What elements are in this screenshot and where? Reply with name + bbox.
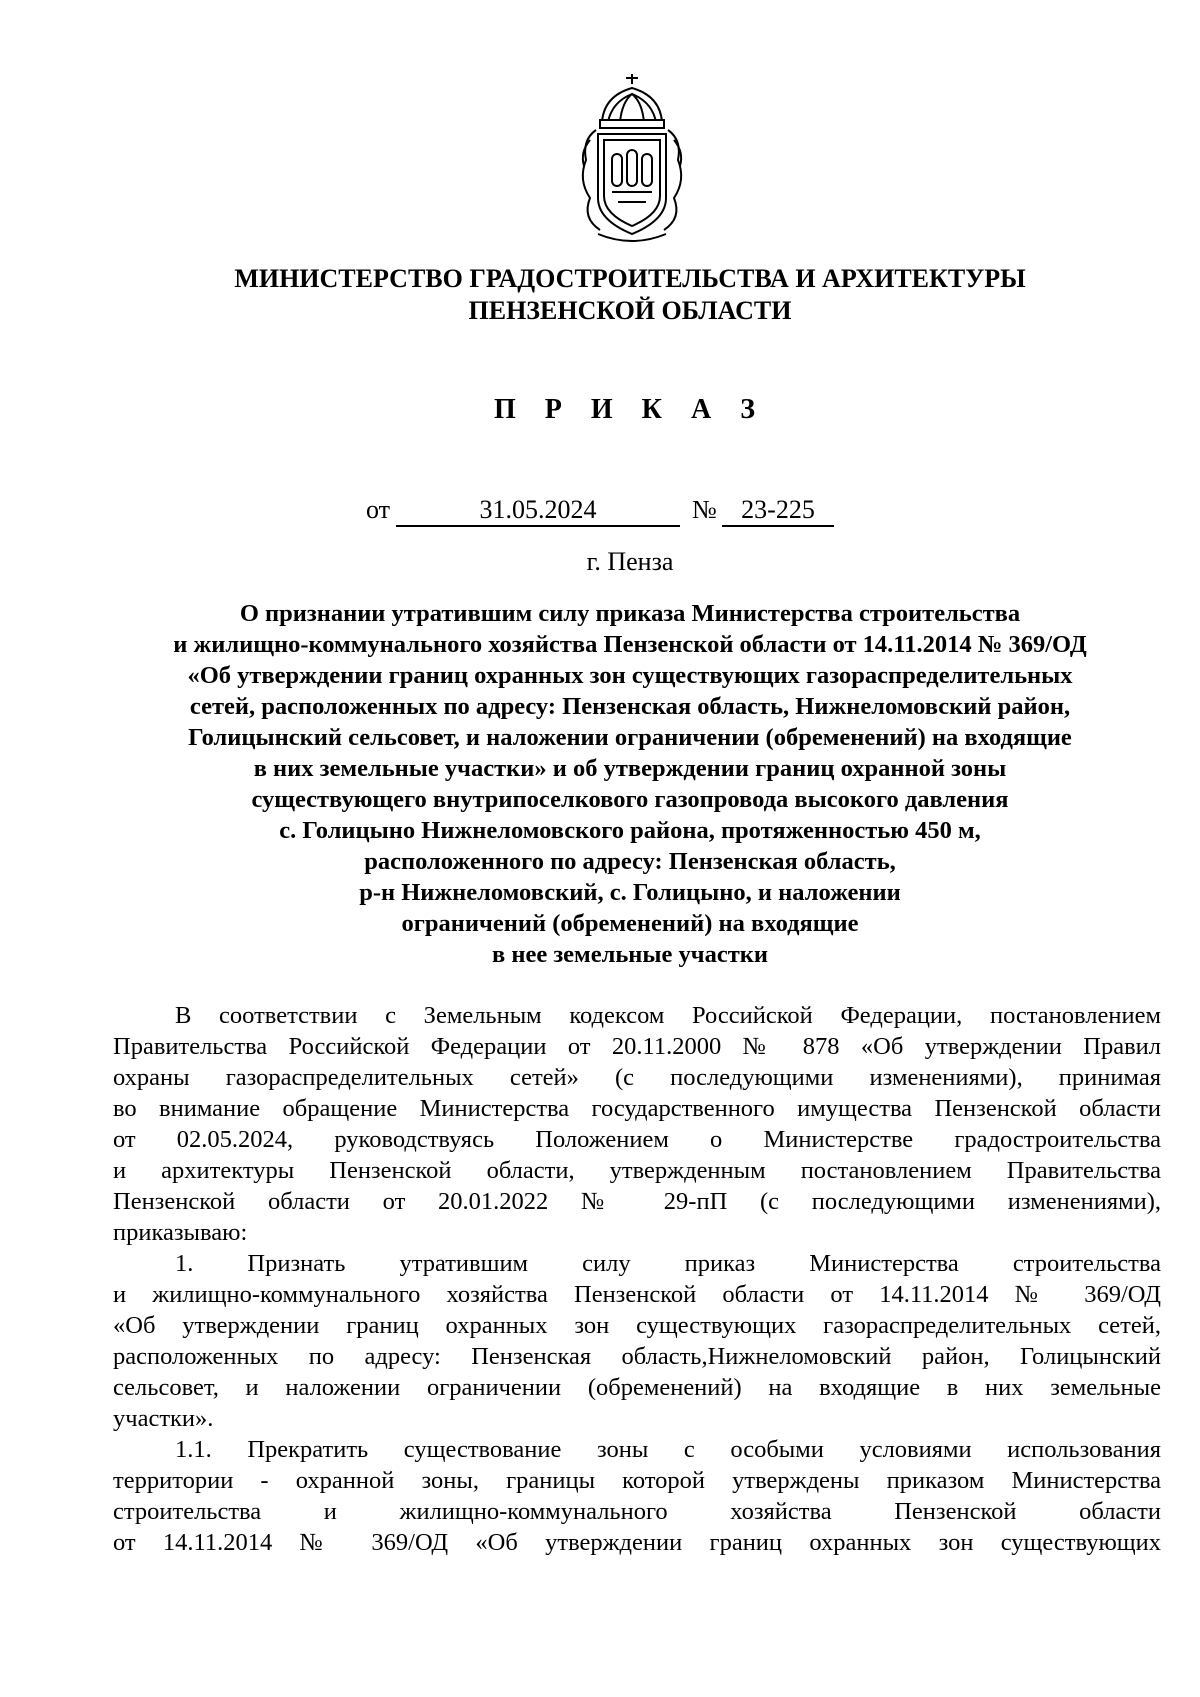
body-line: 1.1. Прекратить существование зоны с особыми условиями использования <box>175 1436 1161 1463</box>
body-line: от 14.11.2014 № 369/ОД «Об утверждении границ охранных зон существующих <box>113 1529 1161 1556</box>
title-line: существующего внутрипоселкового газопровода высокого давления <box>251 786 1009 813</box>
title-line: ограничений (обременений) на входящие <box>401 910 859 937</box>
body-line: Пензенской области от 20.01.2022 № 29-пП (с последующими изменениями), <box>113 1188 1161 1215</box>
body-line: и архитектуры Пензенской области, утвержденным постановлением Правительства <box>113 1157 1161 1184</box>
body-line: строительства и жилищно-коммунального хозяйства Пензенской области <box>113 1498 1161 1525</box>
body-line: расположенных по адресу: Пензенская область,Нижнеломовский район, Голицынский <box>113 1343 1161 1370</box>
document-city: г. Пенза <box>586 547 674 576</box>
title-line: «Об утверждении границ охранных зон существующих газораспределительных <box>187 662 1073 689</box>
title-line: с. Голицыно Нижнеломовского района, протяженностью 450 м, <box>279 817 981 844</box>
body-line: 1. Признать утратившим силу приказ Министерства строительства <box>175 1250 1161 1277</box>
order-body <box>113 1000 1161 1558</box>
date-label: от <box>366 495 391 524</box>
body-line: сельсовет, и наложении ограничении (обременений) на входящие в них земельные <box>113 1374 1161 1401</box>
title-line: в нее земельные участки <box>491 941 769 968</box>
document-type: П Р И К А З <box>494 394 766 425</box>
ministry-name-line1: МИНИСТЕРСТВО ГРАДОСТРОИТЕЛЬСТВА И АРХИТЕКТУРЫ <box>234 264 1026 293</box>
ministry-name-line2: ПЕНЗЕНСКОЙ ОБЛАСТИ <box>468 296 792 325</box>
title-line: сетей, расположенных по адресу: Пензенская область, Нижнеломовский район, <box>189 693 1071 720</box>
body-line: территории - охранной зоны, границы которой утверждены приказом Министерства <box>113 1467 1161 1494</box>
coat-of-arms-emblem <box>568 70 696 250</box>
body-line: «Об утверждении границ охранных зон существующих газораспределительных сетей, <box>113 1312 1161 1339</box>
title-line: и жилищно-коммунального хозяйства Пензенской области от 14.11.2014 № 369/ОД <box>173 631 1087 658</box>
title-line: Голицынский сельсовет, и наложении ограничении (обременений) на входящие <box>188 724 1072 751</box>
title-line: в них земельные участки» и об утверждении границ охранной зоны <box>253 755 1007 782</box>
body-line: во внимание обращение Министерства государственного имущества Пензенской области <box>113 1095 1161 1122</box>
title-line: р-н Нижнеломовский, с. Голицыно, и наложении <box>359 879 901 906</box>
body-line: охраны газораспределительных сетей» (с последующими изменениями), принимая <box>113 1064 1161 1091</box>
body-line: и жилищно-коммунального хозяйства Пензенской области от 14.11.2014 № 369/ОД <box>113 1281 1161 1308</box>
document-number: 23-225 <box>722 495 834 527</box>
order-title <box>110 598 1150 970</box>
body-line: от 02.05.2024, руководствуясь Положением о Министерстве градостроительства <box>113 1126 1161 1153</box>
document-date: 31.05.2024 <box>396 495 680 527</box>
number-label: № <box>692 495 717 524</box>
title-line: расположенного по адресу: Пензенская область, <box>364 848 896 875</box>
body-line: Правительства Российской Федерации от 20.11.2000 № 878 «Об утверждении Правил <box>113 1033 1161 1060</box>
title-line: О признании утратившим силу приказа Министерства строительства <box>239 600 1021 627</box>
body-line: приказываю: <box>113 1219 248 1246</box>
body-line: В соответствии с Земельным кодексом Российской Федерации, постановлением <box>175 1002 1161 1029</box>
body-line: участки». <box>113 1405 214 1432</box>
